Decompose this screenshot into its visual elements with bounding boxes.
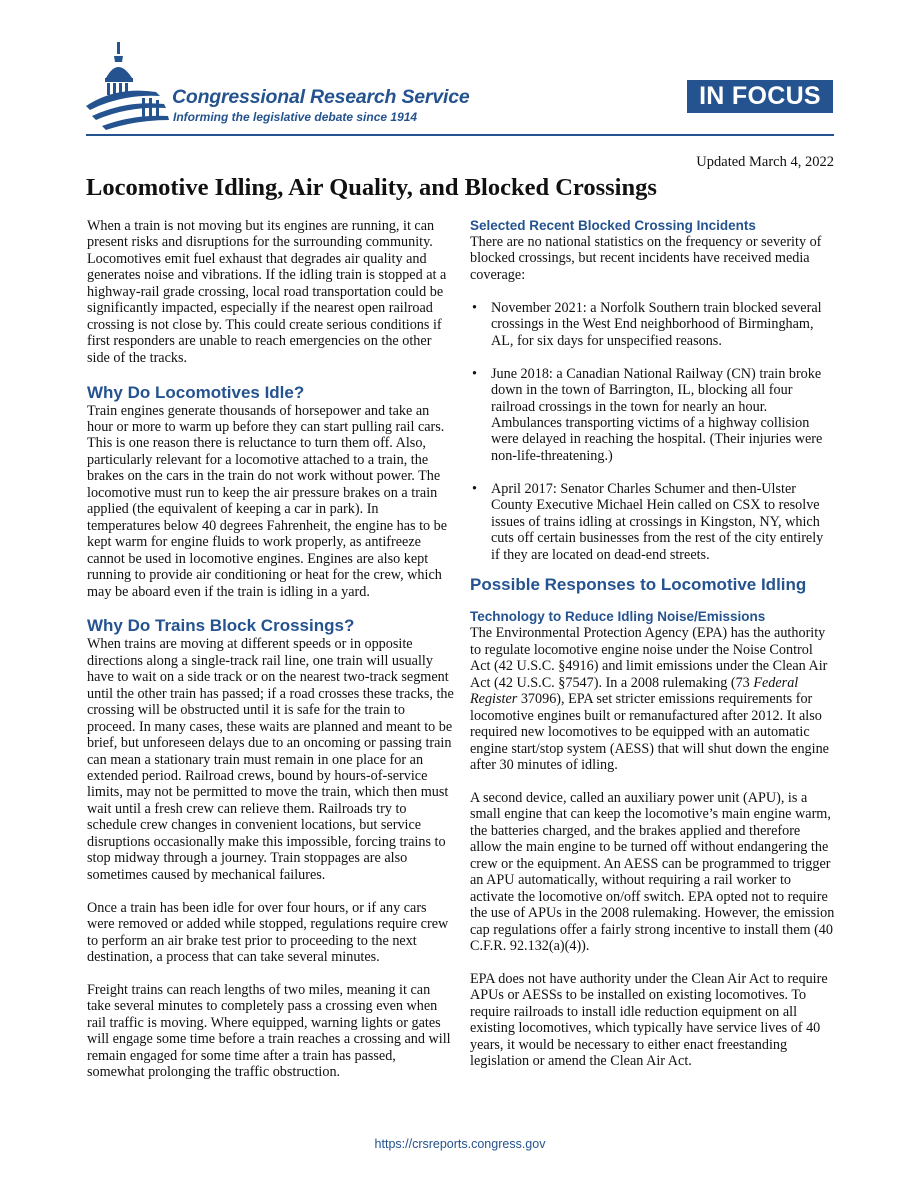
list-item: • April 2017: Senator Charles Schumer and then-Ulster County Executive Michael Hein called on CSX to resolve issues of trains idling at crossings in Kingston, NY, which cuts off certain businesses from the rest of the city entirely if they are located on dead-end streets. [472, 480, 824, 563]
incidents-paragraph: There are no national statistics on the frequency or severity of blocked crossings, but recent incidents have received media coverage: [470, 234, 822, 283]
footer-url[interactable]: https://crsreports.congress.gov [374, 1137, 546, 1151]
left-column [87, 218, 455, 1097]
bullet-icon: • [472, 299, 477, 316]
page-title: Locomotive Idling, Air Quality, and Blocked Crossings [86, 174, 657, 201]
block-paragraph-2: Once a train has been idle for over four hours, or if any cars were removed or added while stopped, regulations require crew to perform an air brake test prior to proceeding to the next destination, a process that can take several minutes. [87, 899, 449, 965]
bullet-icon: • [472, 365, 477, 382]
heading-why-locomotives-idle: Why Do Locomotives Idle? [87, 382, 305, 402]
org-name: Congressional Research Service [172, 86, 470, 108]
incident-list [470, 300, 835, 563]
list-item: • June 2018: a Canadian National Railway (CN) train broke down in the town of Barrington, IL, blocking all four railroad crossings in the town for nearly an hour. Ambulances transporting victims of a highway collision were delayed in reaching the hospital. (Their injuries were non-life-threatening.) [472, 365, 823, 464]
tech-paragraph-2: A second device, called an auxiliary power unit (APU), is a small engine that can keep the locomotive’s main engine warm, the batteries charged, and the brakes applied and therefore allow the main engine to be turned off without endangering the crew or the equipment. An AESS can be programmed to trigger an APU automatically, without requiring a rail worker to activate the locomotive on/off switch. EPA opted not to require the use of APUs in the 2008 rulemaking. However, the emission cap regulations offer a fairly strong incentive to install them (40 C.F.R. 92.132(a)(4)). [470, 789, 835, 955]
right-column [470, 218, 835, 1086]
tech-paragraph-1: The Environmental Protection Agency (EPA) has the authority to regulate locomotive engine noise under the Noise Control Act (42 U.S.C. §4916) and limit emissions under the Clean Air Act (42 U.S.C. §7547). In a 2008 rulemaking (73 Federal Register 37096), EPA set stricter emissions requirements for locomotive engines built or remanufactured after 2012. It also required new locomotives to be equipped with an automatic engine start/stop system (AESS) that will shut down the engine after 30 minutes of idling. [470, 625, 829, 774]
org-tagline: Informing the legislative debate since 1914 [173, 110, 418, 124]
bullet-icon: • [472, 480, 477, 497]
heading-possible-responses: Possible Responses to Locomotive Idling [470, 575, 807, 595]
heading-why-trains-block-crossings: Why Do Trains Block Crossings? [87, 616, 355, 636]
block-paragraph-1: When trains are moving at different speeds or in opposite directions along a single-track rail line, one train will usually have to wait on a side track or on the nearest two-track segment until the other train has passed; if a road crosses these tracks, the crossing will be obstructed until it is safe for the train to proceed. In many cases, these waits are planned and meant to be brief, but unforeseen delays due to an oncoming or passing train can mean a stationary train must remain in one place for an extended period. Railroad crews, bound by hours-of-service limits, may not be permitted to move the train, which then must wait until a fresh crew can relieve them. Railroads try to schedule crew changes in convenient locations, but service disruptions occasionally make this impossible, forcing trains to stop midway through a journey. Train stoppages are also sometimes caused by mechanical failures. [87, 636, 454, 883]
list-item: • November 2021: a Norfolk Southern train blocked several crossings in the West End neighborhood of Birmingham, AL, for six days for unspecified reasons. [472, 299, 822, 349]
in-focus-badge: IN FOCUS [687, 80, 833, 113]
header-divider [86, 134, 834, 136]
intro-paragraph: When a train is not moving but its engines are running, it can present risks and disruptions for the surrounding community. Locomotives emit fuel exhaust that degrades air quality and generates noise and vibrations. If the idling train is stopped at a highway-rail grade crossing, local road transportation could be significantly impacted, especially if the nearest open railroad crossing is not close by. This could create serious conditions if first responders are unable to reach emergencies on the other side of the tracks. [87, 218, 447, 366]
heading-blocked-crossing-incidents: Selected Recent Blocked Crossing Incidents [470, 218, 756, 233]
idle-paragraph: Train engines generate thousands of horsepower and take an hour or more to warm up before they can start pulling rail cars. This is one reason there is reluctance to turn them off. Also, particularly relevant for a locomotive attached to a train, the brakes on the cars in the train do not work without power. The locomotive must run to keep the air pressure brakes on a train applied (the equivalent of keeping a car in park). In temperatures below 40 degrees Fahrenheit, the engine has to be kept warm for engine fluids to work properly, as antifreeze cannot be used in locomotive engines. Engines are also kept running to provide air conditioning or heat for the crew, which may be aboard even if the train is idling in a yard. [87, 402, 448, 600]
updated-date: Updated March 4, 2022 [696, 154, 834, 170]
tech-paragraph-3: EPA does not have authority under the Clean Air Act to require APUs or AESSs to be installed on existing locomotives. To require railroads to install idle reduction equipment on all existing locomotives, which typically have service lives of 40 years, it would be necessary to either enact freestanding legislation or amend the Clean Air Act. [470, 970, 828, 1070]
block-paragraph-3: Freight trains can reach lengths of two miles, meaning it can take several minutes to completely pass a crossing even when rail traffic is moving. Where equipped, warning lights or gates will engage some time before a train reaches a crossing and will remain engaged for some time after a train has passed, somewhat prolonging the traffic obstruction. [87, 981, 451, 1081]
heading-technology: Technology to Reduce Idling Noise/Emissions [470, 609, 766, 625]
